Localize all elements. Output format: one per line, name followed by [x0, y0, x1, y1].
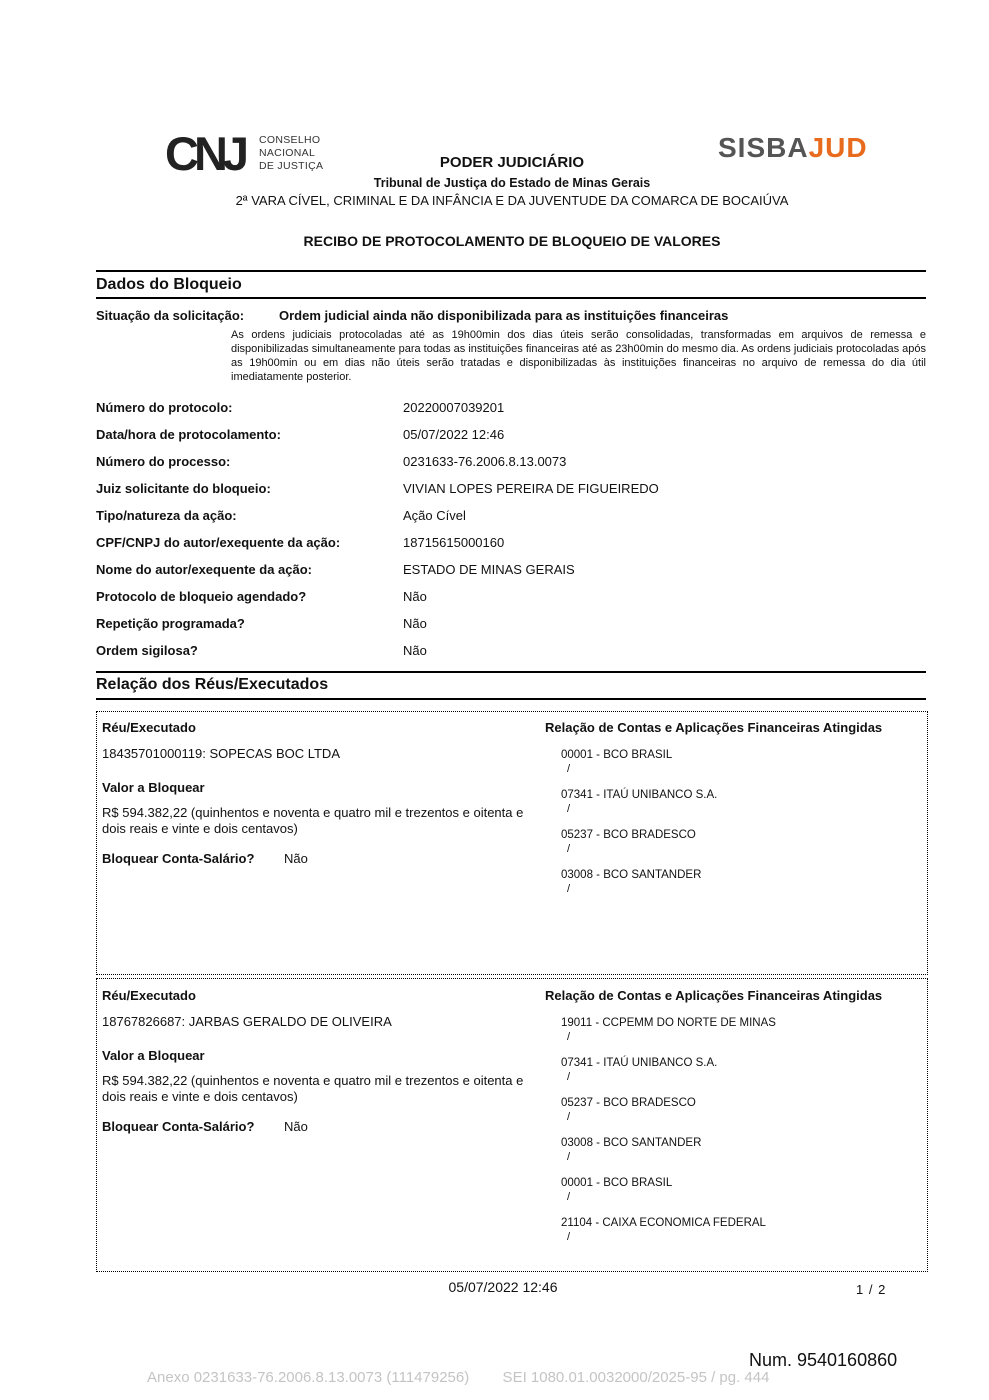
- account-item: 05237 - BCO BRADESCO /: [561, 1097, 696, 1123]
- field-label: CPF/CNPJ do autor/exequente da ação:: [96, 535, 341, 550]
- account-item: 00001 - BCO BRASIL /: [561, 1177, 673, 1203]
- tribunal-heading: Tribunal de Justiça do Estado de Minas Gerais: [373, 176, 651, 190]
- field-label: Protocolo de bloqueio agendado?: [96, 589, 307, 604]
- situacao-value: Ordem judicial ainda não disponibilizada para as instituições financeiras: [279, 308, 729, 323]
- field-value: 0231633-76.2006.8.13.0073: [403, 454, 567, 469]
- field-label: Repetição programada?: [96, 616, 245, 631]
- field-label: Tipo/natureza da ação:: [96, 508, 237, 523]
- cnj-logo-mark: CNJ: [165, 127, 245, 180]
- account-item: 07341 - ITAÚ UNIBANCO S.A. /: [561, 789, 718, 815]
- field-value: 05/07/2022 12:46: [403, 427, 505, 442]
- situacao-note: As ordens judiciais protocoladas até as 19h00min dos dias úteis serão consolidadas, transformadas em arquivos de remessa e disponibilizadas simultaneamente para todas as instituições financeiras até as 23h00min do mesmo dia. As ordens judiciais protocoladas após as 19h00min ou em dias não úteis serão tratadas e disponibilizadas às instituições financeiras no arquivo de remessa do dia útil imediatamente posterior.: [231, 329, 926, 383]
- reu-label: Réu/Executado: [102, 720, 196, 735]
- poder-judiciario-heading: PODER JUDICIÁRIO: [439, 154, 585, 171]
- valor-value: R$ 594.382,22 (quinhentos e noventa e quatro mil e trezentos e oitenta e dois reais e vinte e dois centavos): [102, 1073, 524, 1104]
- conta-salario-label: Bloquear Conta-Salário?: [102, 851, 255, 866]
- valor-label: Valor a Bloquear: [102, 780, 205, 795]
- reu-name: 18767826687: JARBAS GERALDO DE OLIVEIRA: [102, 1014, 392, 1029]
- field-value: ESTADO DE MINAS GERAIS: [403, 562, 575, 577]
- sisbajud-logo: SISBAJUD: [718, 132, 868, 163]
- section-divider: [96, 671, 926, 673]
- valor-label: Valor a Bloquear: [102, 1048, 205, 1063]
- field-label: Número do protocolo:: [96, 400, 233, 415]
- contas-label: Relação de Contas e Aplicações Financeiras Atingidas: [545, 988, 883, 1003]
- footer-date: 05/07/2022 12:46: [448, 1279, 558, 1295]
- document-title: RECIBO DE PROTOCOLAMENTO DE BLOQUEIO DE VALORES: [303, 233, 721, 249]
- cnj-logo-text: CONSELHO NACIONAL DE JUSTIÇA: [259, 134, 324, 172]
- field-label: Nome do autor/exequente da ação:: [96, 562, 312, 577]
- field-label: Juiz solicitante do bloqueio:: [96, 481, 271, 496]
- reus-section-title: Relação dos Réus/Executados: [96, 676, 329, 693]
- conta-salario-label: Bloquear Conta-Salário?: [102, 1119, 255, 1134]
- section-divider: [96, 698, 926, 700]
- reu-card: [96, 978, 928, 1272]
- account-item: 03008 - BCO SANTANDER /: [561, 1137, 702, 1163]
- reu-name: 18435701000119: SOPECAS BOC LTDA: [102, 746, 340, 761]
- vara-heading: 2ª VARA CÍVEL, CRIMINAL E DA INFÂNCIA E DA JUVENTUDE DA COMARCA DE BOCAIÚVA: [235, 193, 789, 208]
- field-value: VIVIAN LOPES PEREIRA DE FIGUEIREDO: [403, 481, 659, 496]
- page-number: 1 / 2: [856, 1282, 887, 1297]
- field-value: 20220007039201: [403, 400, 505, 415]
- section-divider: [96, 297, 926, 299]
- account-item: 05237 - BCO BRADESCO /: [561, 829, 696, 855]
- account-item: 03008 - BCO SANTANDER /: [561, 869, 702, 895]
- conta-salario-value: Não: [284, 851, 308, 866]
- field-value: Ação Cível: [403, 508, 466, 523]
- situacao-label: Situação da solicitação:: [96, 308, 245, 323]
- section-divider: [96, 270, 926, 272]
- field-value: Não: [403, 616, 427, 631]
- account-item: 00001 - BCO BRASIL /: [561, 749, 673, 775]
- field-label: Número do processo:: [96, 454, 231, 469]
- conta-salario-value: Não: [284, 1119, 308, 1134]
- field-label: Ordem sigilosa?: [96, 643, 198, 658]
- reu-card: [96, 711, 928, 975]
- document-number: Num. 9540160860: [749, 1350, 898, 1370]
- valor-value: R$ 594.382,22 (quinhentos e noventa e quatro mil e trezentos e oitenta e dois reais e vinte e dois centavos): [102, 805, 524, 836]
- field-value: Não: [403, 643, 427, 658]
- field-value: Não: [403, 589, 427, 604]
- dados-bloqueio-title: Dados do Bloqueio: [96, 276, 242, 293]
- reu-label: Réu/Executado: [102, 988, 196, 1003]
- account-item: 21104 - CAIXA ECONOMICA FEDERAL /: [561, 1217, 766, 1243]
- annex-watermark: Anexo 0231633-76.2006.8.13.0073 (111479256) SEI 1080.01.0032000/2025-95 / pg. 444: [147, 1369, 770, 1386]
- contas-label: Relação de Contas e Aplicações Financeiras Atingidas: [545, 720, 883, 735]
- account-item: 07341 - ITAÚ UNIBANCO S.A. /: [561, 1057, 718, 1083]
- field-label: Data/hora de protocolamento:: [96, 427, 281, 442]
- field-value: 18715615000160: [403, 535, 505, 550]
- account-item: 19011 - CCPEMM DO NORTE DE MINAS /: [561, 1017, 776, 1043]
